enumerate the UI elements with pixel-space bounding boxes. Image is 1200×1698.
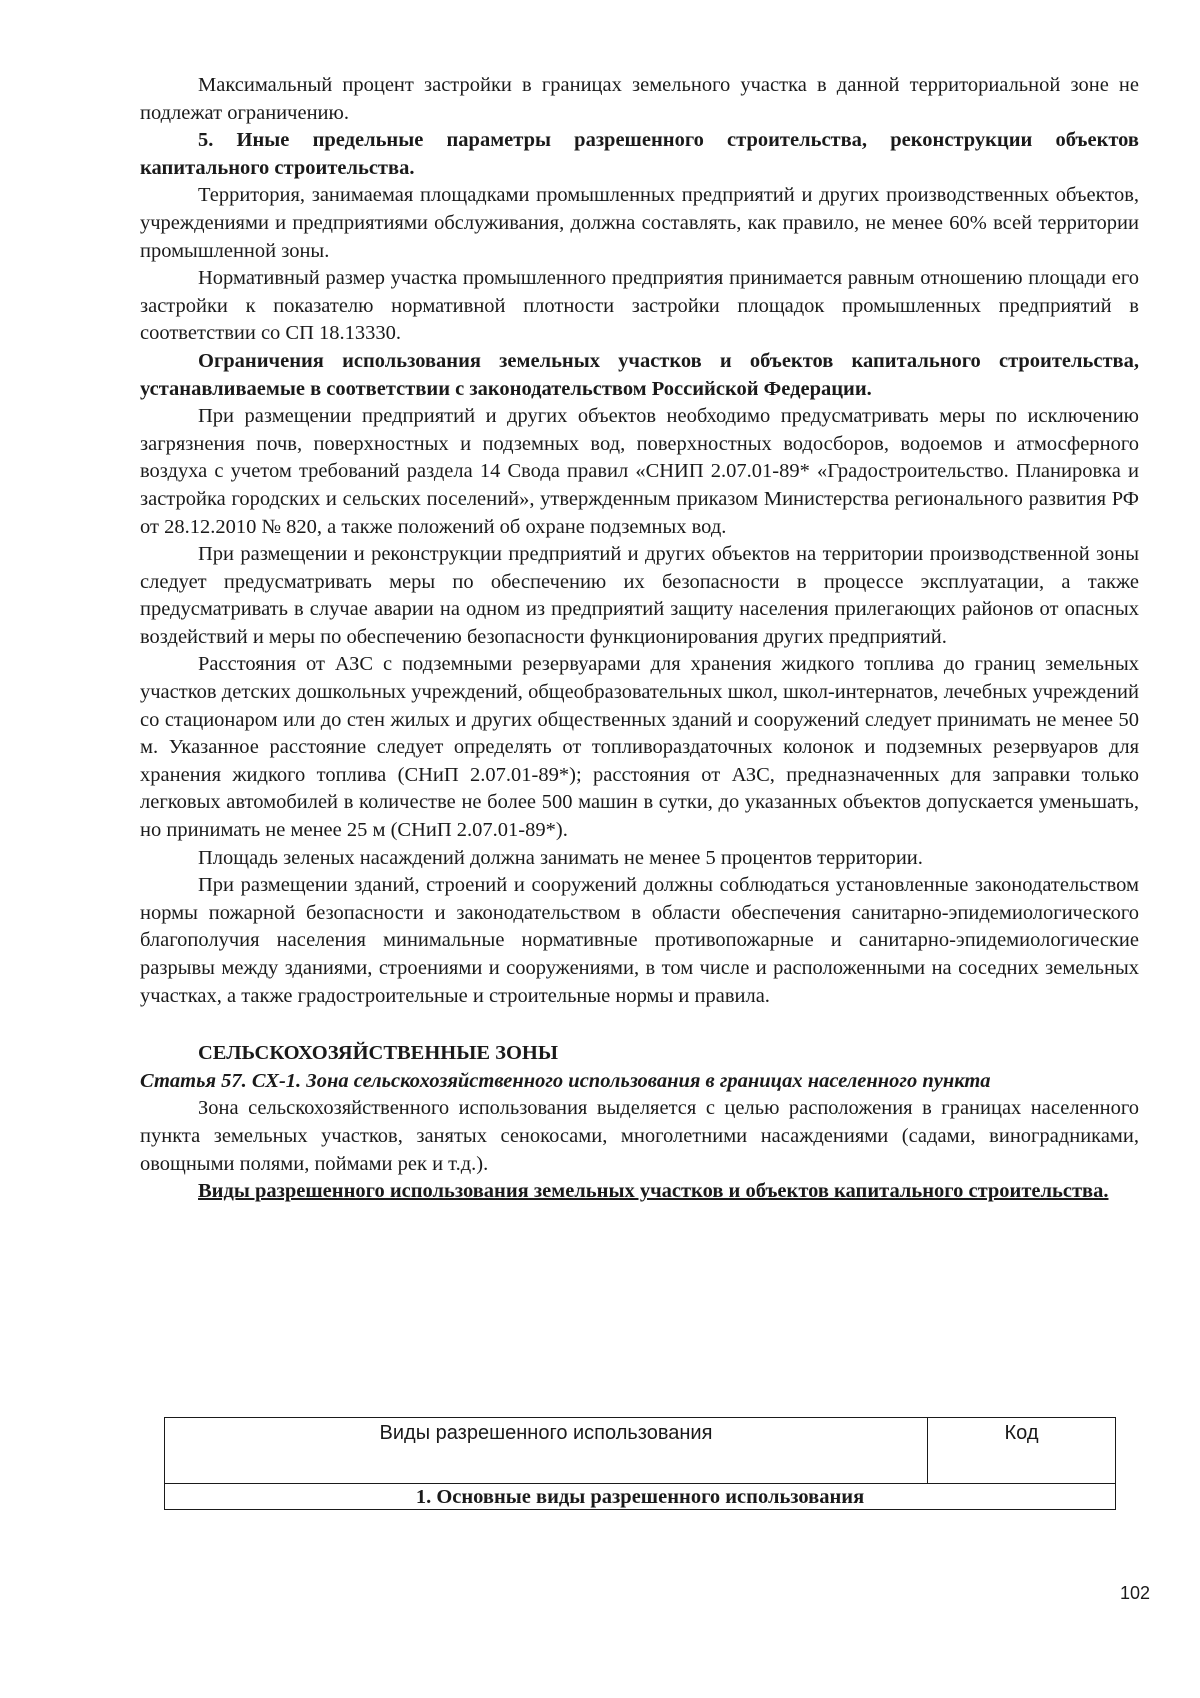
paragraph-pollution-measures: При размещении предприятий и других объектов необходимо предусматривать меры по исключению загрязнения почв, поверхностных и подземных вод, поверхностных водосборов, водоемов и атмосферного воздуха с учетом требований раздела 14 Свода правил «СНИП 2.07.01-89* «Градостроительство. Планировка и застройка городских и сельских поселений», утвержденным приказом Министерства регионального развития РФ от 28.12.2010 № 820, а также положений об охране подземных вод.: [140, 405, 1139, 538]
heading-permitted-uses-text: Виды разрешенного использования земельных участков и объектов капитального строительства.: [198, 1180, 1109, 1203]
paragraph-green-area: Площадь зеленых насаждений должна занимать не менее 5 процентов территории.: [198, 846, 923, 869]
section-title: СЕЛЬСКОХОЗЯЙСТВЕННЫЕ ЗОНЫ: [198, 1042, 559, 1065]
article-title: Статья 57. СХ-1. Зона сельскохозяйственного использования в границах населенного пункта: [140, 1069, 991, 1092]
table-subheader: 1. Основные виды разрешенного использования: [165, 1484, 1116, 1510]
paragraph-plot-size: Нормативный размер участка промышленного предприятия принимается равным отношению площади его застройки к показателю нормативной плотности застройки площадок промышленных предприятий в соответствии со СП 18.13330.: [140, 267, 1139, 345]
heading-permitted-uses: [140, 1178, 1139, 1206]
paragraph-gas-station-distances: Расстояния от АЗС с подземными резервуарами для хранения жидкого топлива до границ земельных участков детских дошкольных учреждений, общеобразовательных школ, школ-интернатов, лечебных учреждений со стационаром или до стен жилых и других общественных зданий и сооружений следует принимать не менее 50 м. Указанное расстояние следует определять от топливораздаточных колонок и подземных резервуаров для хранения жидкого топлива (СНиП 2.07.01-89*); расстояния от АЗС, предназначенных для заправки только легковых автомобилей в количестве не более 500 машин в сутки, до указанных объектов допускается уменьшать, но принимать не менее 25 м (СНиП 2.07.01-89*).: [140, 653, 1139, 842]
paragraph-build-percentage: Максимальный процент застройки в границах земельного участка в данной территориальной зоне не подлежат ограничению.: [140, 74, 1139, 124]
paragraph-fire-safety: При размещении зданий, строений и сооружений должны соблюдаться установленные законодательством нормы пожарной безопасности и законодательством в области обеспечения санитарно-эпидемиологического благополучия населения минимальные нормативные противопожарные и санитарно-эпидемиологические разрывы между зданиями, строениями и сооружениями, в том числе и расположенными на соседних земельных участках, а также градостроительные и строительные нормы и правила.: [140, 874, 1139, 1007]
column-header-code: Код: [928, 1418, 1116, 1484]
page-content: [140, 72, 1139, 1206]
column-header-uses: Виды разрешенного использования: [165, 1418, 928, 1484]
paragraph-territory-share: Территория, занимаемая площадками промышленных предприятий и других производственных объектов, учреждениями и предприятиями обслуживания, должна составлять, как правило, не менее 60% всей территории промышленной зоны.: [140, 184, 1139, 262]
heading-other-parameters: 5. Иные предельные параметры разрешенного строительства, реконструкции объектов капитального строительства.: [140, 129, 1139, 179]
paragraph-safety-measures: При размещении и реконструкции предприятий и других объектов на территории производственной зоны следует предусматривать меры по обеспечению их безопасности в процессе эксплуатации, а также предусматривать в случае аварии на одном из предприятий защиту населения прилегающих районов от опасных воздействий и меры по обеспечению безопасности функционирования других предприятий.: [140, 543, 1139, 648]
permitted-uses-table: [164, 1417, 1116, 1510]
paragraph-zone-intro: Зона сельскохозяйственного использования выделяется с целью расположения в границах населенного пункта земельных участков, занятых сенокосами, многолетними насаждениями (садами, виноградниками, овощными полями, поймами рек и т.д.).: [140, 1097, 1139, 1175]
heading-restrictions: Ограничения использования земельных участков и объектов капитального строительства, устанавливаемые в соответствии с законодательством Российской Федерации.: [140, 349, 1139, 400]
table-header-row: [165, 1418, 1116, 1484]
table-subheader-row: [165, 1484, 1116, 1510]
page-number: 102: [1120, 1583, 1151, 1603]
